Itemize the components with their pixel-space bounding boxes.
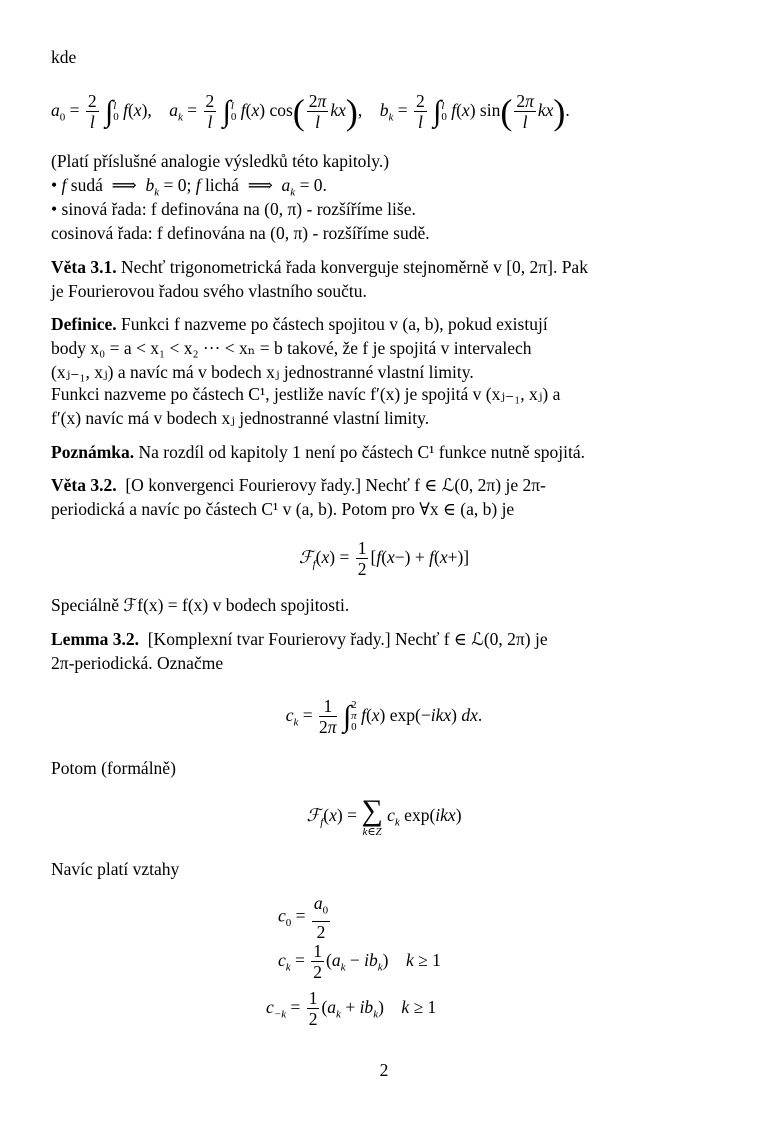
lemma-3-2-line-2: 2π-periodická. Označme bbox=[51, 653, 224, 673]
complex-series-formula: ℱ$_f$(x) = ∑ k∈Z $c_k$ exp(ikx) bbox=[306, 793, 462, 838]
page-number: 2 bbox=[379, 1060, 389, 1080]
bullet-even-odd: • f sudá ⟹ $b_k = 0$; f lichá ⟹ $a_k = 0$. bbox=[51, 175, 327, 199]
fourier-sum-formula: ℱ$_f$(x) = $\frac{1}{2}$ [f(x−) + f(x+)] bbox=[298, 538, 470, 580]
formal-text: Potom (formálně) bbox=[51, 758, 176, 778]
theorem-3-2-line-2: periodická a navíc po částech C¹ v (a, b). Potom pro ∀x ∈ (a, b) je bbox=[51, 499, 515, 519]
intro-text: kde bbox=[51, 47, 77, 67]
definition-line-5: f′(x) navíc má v bodech xⱼ jednostranné vlastní limity. bbox=[51, 408, 430, 428]
definition bbox=[51, 313, 708, 335]
theorem-3-2-label: Věta 3.2. bbox=[51, 475, 117, 495]
special-case-text: Speciálně ℱf(x) = f(x) v bodech spojitosti. bbox=[51, 595, 350, 615]
remark-label: Poznámka. bbox=[51, 442, 135, 462]
theorem-3-1 bbox=[51, 256, 708, 278]
definition-line-3: (xⱼ₋₁, xⱼ) a navíc má v bodech xⱼ jednostranné vlastní limity. bbox=[51, 362, 474, 382]
remark-text: Na rozdíl od kapitoly 1 není po částech C¹ funkce nutně spojitá. bbox=[138, 442, 586, 462]
theorem-3-1-text: Nechť trigonometrická řada konverguje stejnoměrně v [0, 2π]. Pak bbox=[120, 257, 588, 277]
remark bbox=[51, 441, 708, 463]
theorem-3-1-label: Věta 3.1. bbox=[51, 257, 117, 277]
lemma-3-2 bbox=[51, 628, 708, 650]
definition-line-1: Funkci f nazveme po částech spojitou v (a, b), pokud existují bbox=[120, 314, 548, 334]
relations-text: Navíc platí vztahy bbox=[51, 859, 180, 879]
theorem-3-1-text-2: je Fourierovou řadou svého vlastního součtu. bbox=[51, 281, 367, 301]
sine-series-text: sinová řada: f definována na (0, π) - rozšíříme liše. bbox=[61, 199, 416, 219]
theorem-3-2-line-1: [O konvergenci Fourierovy řady.] Nechť f ∈ ℒ(0, 2π) je 2π- bbox=[125, 475, 546, 495]
definition-label: Definice. bbox=[51, 314, 117, 334]
definition-line-2: body x₀ = a < x₁ < x₂ ··· < xₙ = b takové, že f je spojitá v intervalech bbox=[51, 338, 532, 358]
lemma-3-2-label: Lemma 3.2. bbox=[51, 629, 139, 649]
cosine-series-text: cosinová řada: f definována na (0, π) - rozšíříme sudě. bbox=[51, 223, 430, 243]
relation-c-minus-k: $c_{-k}$ = $\frac{1}{2}$ $(a_k + ib_k)$ k ≥ 1 bbox=[266, 988, 437, 1030]
coefficient-formulas: $a_0$ = $\frac{2}{l}$ ∫ l 0 f(x), $a_k$ = $\frac{2}{l}$ ∫ l 0 f(x) cos( $\frac{2\pi}{l}$ kx), $b_k$ = $\frac{2}{l}$ ∫ l 0 f(x) sin( $\frac{2\pi}{l}$ kx). bbox=[51, 91, 570, 133]
definition-line-4: Funkci nazveme po částech C¹, jestliže navíc f′(x) je spojitá v (xⱼ₋₁, xⱼ) a bbox=[51, 384, 561, 404]
analogy-note: (Platí příslušné analogie výsledků této kapitoly.) bbox=[51, 151, 390, 171]
bullet-sine-series: • sinová řada: f definována na (0, π) - rozšíříme liše. bbox=[51, 199, 416, 219]
relation-ck: $c_k$ = $\frac{1}{2}$ $(a_k - ib_k)$ k ≥ 1 bbox=[278, 941, 441, 983]
theorem-3-2 bbox=[51, 474, 708, 496]
lemma-3-2-line-1: [Komplexní tvar Fourierovy řady.] Nechť f ∈ ℒ(0, 2π) je bbox=[147, 629, 548, 649]
relation-c0: $c_0$ = $\frac{a_0}{2}$ bbox=[278, 893, 329, 942]
complex-coefficient-formula: $c_k$ = $\frac{1}{2\pi}$ ∫ 2 π 0 f(x) exp(−ikx) dx. bbox=[285, 696, 483, 738]
